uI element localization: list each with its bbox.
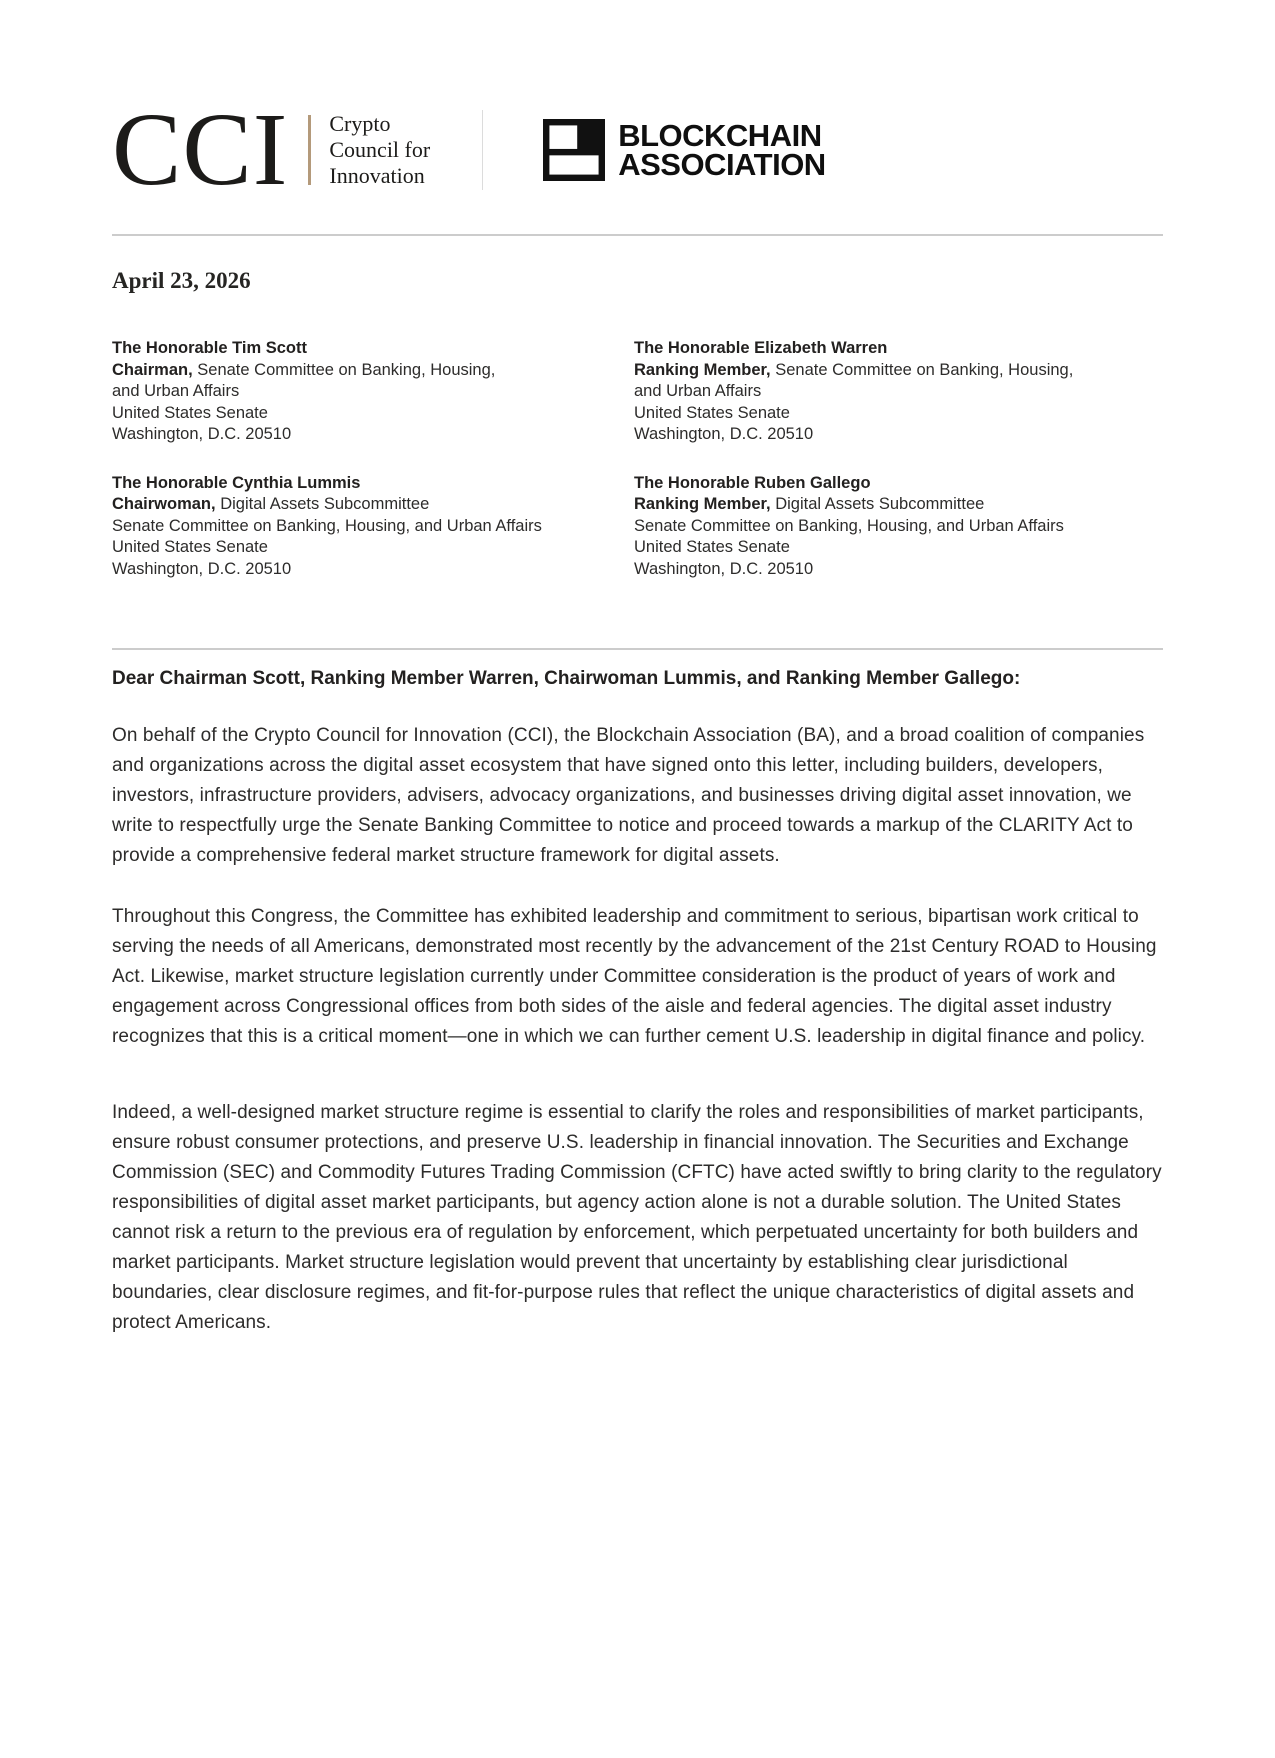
- cci-wordmark-line: Council for: [329, 137, 431, 162]
- recipient-address-line: Washington, D.C. 20510: [112, 425, 292, 443]
- cci-logo: [112, 92, 431, 207]
- recipient-role-line: Chairwoman, Digital Assets Subcommittee: [112, 495, 430, 513]
- logo-separator: [482, 110, 483, 190]
- recipient-address-line: and Urban Affairs: [112, 382, 240, 400]
- recipient-address-line: United States Senate: [112, 403, 268, 422]
- cci-monogram: CCI: [112, 92, 289, 207]
- blockchain-association-wordmark: [618, 118, 826, 182]
- recipient-address-line: United States Senate: [634, 403, 790, 422]
- recipient-address-line: United States Senate: [112, 538, 268, 556]
- body-paragraph: Throughout this Congress, the Committee has exhibited leadership and commitment to serious, bipartisan work critical to serving the needs of all Americans, demonstrated most recently by the advancement of the 21st Century ROAD to Housing Act. Likewise, market structure legislation currently under Committee consideration is the product of years of work and engagement across Congressional offices from both sides of the aisle and federal agencies. The digital asset industry recognizes that this is a critical moment—one in which we can further cement U.S. leadership in digital finance and policy.: [112, 906, 1157, 1047]
- recipient-address-line: Senate Committee on Banking, Housing, and Urban Affairs: [634, 516, 1064, 535]
- ba-wordmark-line2: ASSOCIATION: [618, 147, 826, 182]
- blockchain-association-icon: [543, 119, 605, 181]
- letter-page: [0, 92, 1275, 1338]
- blockchain-association-logo: [543, 119, 826, 181]
- ba-wordmark-line1: BLOCKCHAIN: [618, 118, 822, 153]
- cci-wordmark: [329, 111, 430, 189]
- recipient-role-line: Ranking Member, Digital Assets Subcommittee: [634, 495, 985, 513]
- cci-wordmark-line: Innovation: [329, 163, 425, 188]
- recipient-name: The Honorable Ruben Gallego: [634, 473, 871, 492]
- recipient-address-line: and Urban Affairs: [634, 382, 762, 400]
- body-paragraph: Indeed, a well-designed market structure regime is essential to clarify the roles and responsibilities of market participants, ensure robust consumer protections, and preserve U.S. leadership in financial innovation. The Securities and Exchange Commission (SEC) and Commodity Futures Trading Commission (CFTC) have acted swiftly to bring clarity to the regulatory responsibilities of digital asset market participants, but agency action alone is not a durable solution. The United States cannot risk a return to the previous era of regulation by enforcement, which perpetuated uncertainty for both builders and market participants. Market structure legislation would prevent that uncertainty by establishing clear jurisdictional boundaries, clear disclosure regimes, and fit-for-purpose rules that reflect the unique characteristics of digital assets and protect Americans.: [112, 1102, 1162, 1333]
- letter-date: April 23, 2026: [112, 268, 251, 293]
- recipients-grid: [112, 338, 1163, 580]
- recipients-divider: [112, 648, 1163, 650]
- recipient-address-line: Washington, D.C. 20510: [634, 425, 814, 443]
- salutation: Dear Chairman Scott, Ranking Member Warren, Chairwoman Lummis, and Ranking Member Gallego:: [112, 668, 1021, 689]
- recipient-role-line: Chairman, Senate Committee on Banking, Housing,: [112, 360, 496, 379]
- letterhead: [112, 92, 1163, 207]
- body-paragraph: On behalf of the Crypto Council for Innovation (CCI), the Blockchain Association (BA), and a broad coalition of companies and organizations across the digital asset ecosystem that have signed onto this letter, including builders, developers, investors, infrastructure providers, advisers, advocacy organizations, and businesses driving digital asset innovation, we write to respectfully urge the Senate Banking Committee to notice and proceed towards a markup of the CLARITY Act to provide a comprehensive federal market structure framework for digital assets.: [112, 725, 1145, 866]
- recipient-block: [112, 473, 634, 581]
- recipient-block: [634, 338, 1163, 446]
- recipient-name: The Honorable Tim Scott: [112, 339, 307, 357]
- letter-body: [112, 721, 1163, 1338]
- cci-logo-accent-bar: [308, 115, 311, 185]
- header-divider: [112, 234, 1163, 236]
- recipient-block: [112, 338, 634, 446]
- recipient-address-line: Washington, D.C. 20510: [112, 559, 292, 578]
- recipient-role-line: Ranking Member, Senate Committee on Banking, Housing,: [634, 360, 1074, 379]
- cci-wordmark-line: Crypto: [329, 111, 391, 136]
- recipient-block: [634, 473, 1163, 581]
- recipient-address-line: Senate Committee on Banking, Housing, and Urban Affairs: [112, 516, 542, 535]
- recipient-address-line: United States Senate: [634, 538, 790, 556]
- recipient-name: The Honorable Elizabeth Warren: [634, 339, 888, 357]
- recipient-address-line: Washington, D.C. 20510: [634, 559, 814, 578]
- recipient-name: The Honorable Cynthia Lummis: [112, 473, 361, 492]
